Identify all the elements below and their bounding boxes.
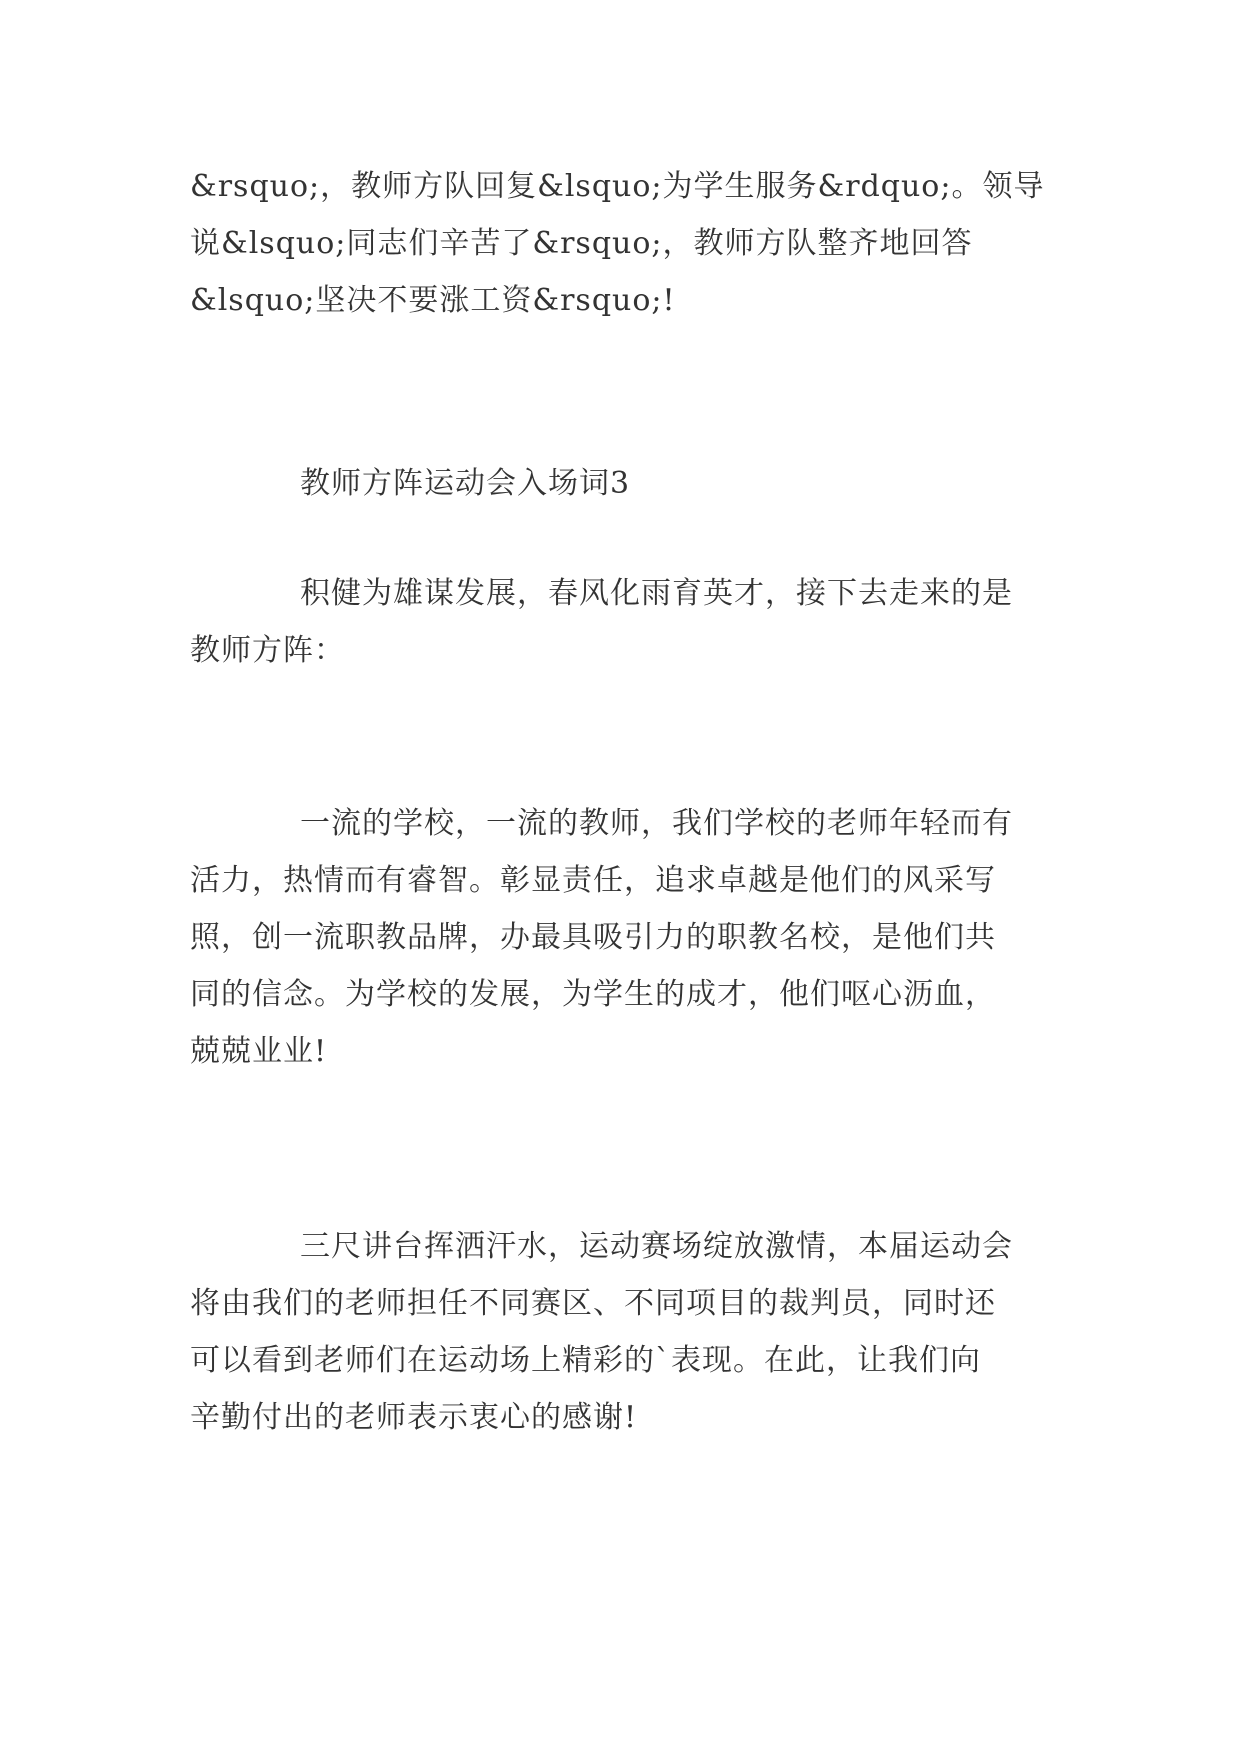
paragraph-line: 可以看到老师们在运动场上精彩的`表现。在此，让我们向 <box>190 1343 981 1378</box>
paragraph-intro <box>190 565 1052 679</box>
paragraph-line: &lsquo;坚决不要涨工资&rsquo;! <box>190 283 676 318</box>
paragraph-line: 说&lsquo;同志们辛苦了&rsquo;，教师方队整齐地回答 <box>190 226 973 261</box>
paragraph-line: 辛勤付出的老师表示衷心的感谢! <box>190 1400 638 1435</box>
paragraph-school <box>190 795 1052 1080</box>
paragraph-line: 活力，热情而有睿智。彰显责任，追求卓越是他们的风采写 <box>190 863 996 898</box>
paragraph-line: 照，创一流职教品牌，办最具吸引力的职教名校，是他们共 <box>190 920 996 955</box>
paragraph-line: 将由我们的老师担任不同赛区、不同项目的裁判员，同时还 <box>190 1286 996 1321</box>
paragraph-line: 兢兢业业! <box>190 1034 328 1069</box>
paragraph-line: 同的信念。为学校的发展，为学生的成才，他们呕心沥血， <box>190 977 996 1012</box>
paragraph-line: 教师方阵： <box>190 633 345 668</box>
paragraph-continued <box>190 158 1052 329</box>
paragraph-referees <box>190 1218 1052 1446</box>
section-heading: 教师方阵运动会入场词3 <box>300 466 631 501</box>
paragraph-line: 三尺讲台挥洒汗水，运动赛场绽放激情，本届运动会 <box>300 1229 1013 1264</box>
paragraph-line: 一流的学校，一流的教师，我们学校的老师年轻而有 <box>300 806 1013 841</box>
paragraph-line: &rsquo;，教师方队回复&lsquo;为学生服务&rdquo;。领导 <box>190 169 1045 204</box>
paragraph-line: 积健为雄谋发展，春风化雨育英才，接下去走来的是 <box>300 576 1013 611</box>
